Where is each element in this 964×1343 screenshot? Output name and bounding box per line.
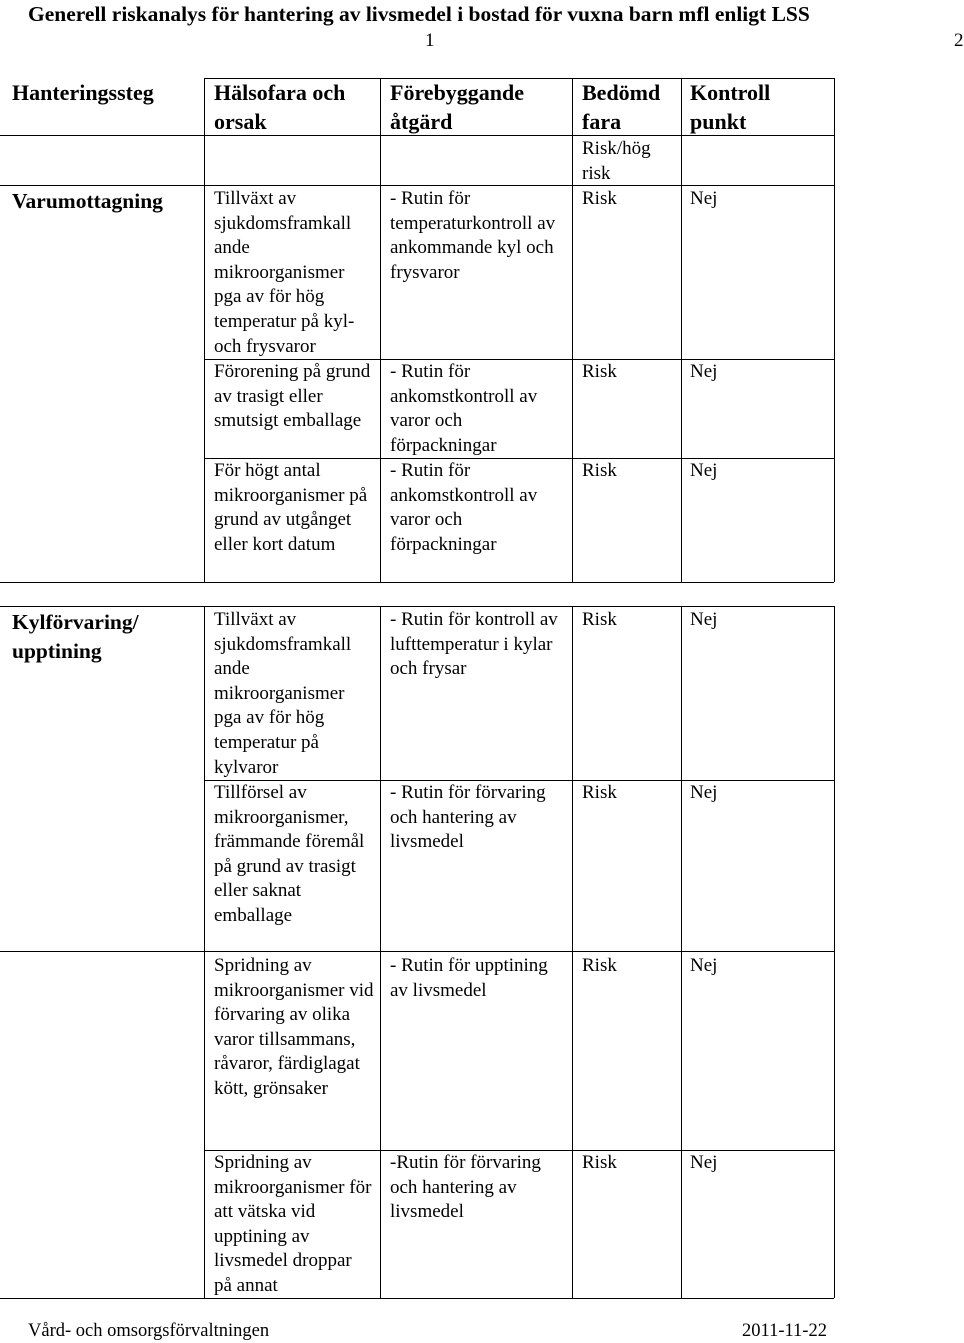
risk-cell: Risk [582, 609, 617, 630]
table-rule [380, 606, 381, 1298]
hazard-cell: Tillförsel av mikroorganismer, främmande föremål på grund av trasigt eller saknat emballage [214, 782, 365, 926]
control-cell: Nej [690, 955, 718, 976]
hazard-cell: Tillväxt av sjukdomsframkall ande mikroorganismer pga av för hög temperatur på kylvaror [214, 609, 352, 778]
table-rule [0, 951, 834, 952]
risk-cell: Risk [582, 361, 617, 382]
page-number: 1 [425, 30, 435, 51]
risk-cell: Risk [582, 782, 617, 803]
footer-date: 2011-11-22 [742, 1321, 827, 1341]
risk-subheader: Risk/hög risk [582, 138, 651, 184]
risk-cell: Risk [582, 460, 617, 481]
table-rule [204, 606, 205, 1298]
table-rule [0, 606, 834, 607]
measure-cell: - Rutin för ankomstkontroll av varor och förpackningar [390, 361, 538, 456]
table-rule [572, 606, 573, 1298]
risk-cell: Risk [582, 188, 617, 209]
step-varumottagning: Varumottagning [12, 189, 163, 213]
table-rule [834, 606, 835, 1298]
measure-cell: - Rutin för förvaring och hantering av livsmedel [390, 782, 546, 853]
hazard-cell: För högt antal mikroorganismer på grund av utgånget eller kort datum [214, 460, 368, 555]
measure-cell: - Rutin för temperaturkontroll av ankommande kyl och frysvaror [390, 188, 556, 283]
header-risk: Bedömd fara [582, 80, 661, 134]
table-rule [681, 606, 682, 1298]
control-cell: Nej [690, 361, 718, 382]
control-cell: Nej [690, 1152, 718, 1173]
footer-organization: Vård- och omsorgsförvaltningen [28, 1321, 270, 1341]
table-rule [834, 78, 835, 582]
table-rule [380, 78, 381, 582]
page-number-next: 2 [954, 30, 964, 51]
measure-cell: - Rutin för ankomstkontroll av varor och förpackningar [390, 460, 538, 555]
table-rule [0, 1298, 834, 1299]
control-cell: Nej [690, 188, 718, 209]
measure-cell: -Rutin för förvaring och hantering av livsmedel [390, 1152, 541, 1223]
risk-cell: Risk [582, 1152, 617, 1173]
hazard-cell: Spridning av mikroorganismer vid förvaring av olika varor tillsammans, råvaror, färdiglagat kött, grönsaker [214, 955, 374, 1099]
control-cell: Nej [690, 782, 718, 803]
hazard-cell: Spridning av mikroorganismer för att vätska vid upptining av livsmedel droppar på annat [214, 1152, 372, 1296]
hazard-cell: Förorening på grund av trasigt eller smutsigt emballage [214, 361, 371, 432]
measure-cell: - Rutin för kontroll av lufttemperatur i kylar och frysar [390, 609, 558, 680]
header-measure: Förebyggande åtgärd [390, 80, 525, 134]
risk-cell: Risk [582, 955, 617, 976]
document-title: Generell riskanalys för hantering av livsmedel i bostad för vuxna barn mfl enligt LSS [28, 2, 810, 26]
header-step: Hanteringssteg [12, 80, 154, 105]
table-rule [572, 78, 573, 582]
hazard-cell: Tillväxt av sjukdomsframkall ande mikroorganismer pga av för hög temperatur på kyl- och frysvaror [214, 188, 355, 357]
table-rule [0, 185, 834, 186]
header-control: Kontroll punkt [690, 80, 771, 134]
measure-cell: - Rutin för upptining av livsmedel [390, 955, 548, 1001]
control-cell: Nej [690, 460, 718, 481]
table-rule [0, 582, 834, 583]
table-rule [681, 78, 682, 582]
step-kylforvaring: Kylförvaring/ upptining [12, 610, 139, 663]
control-cell: Nej [690, 609, 718, 630]
table-rule [204, 78, 205, 582]
header-hazard: Hälsofara och orsak [214, 80, 346, 134]
